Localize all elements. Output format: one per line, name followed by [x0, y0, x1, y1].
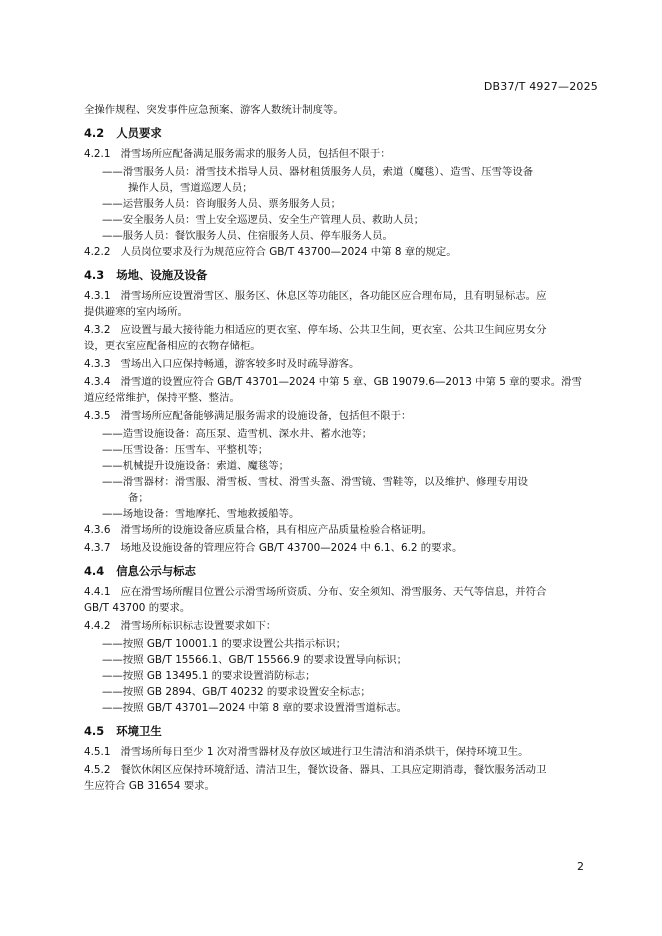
clause-text: 滑雪场所标识标志设置要求如下： — [120, 620, 277, 632]
clause-paragraph — [84, 762, 600, 794]
clause-text: 人员岗位要求及行为规范应符合 GB/T 43700—2024 中第 8 章的规定。 — [120, 246, 457, 258]
list-item-text: ——安全服务人员：雪上安全巡逻员、安全生产管理人员、救助人员； — [102, 214, 425, 226]
clause-text: 滑雪场所应配备满足服务需求的服务人员，包括但不限于： — [120, 148, 391, 160]
clause-paragraph — [84, 584, 600, 616]
clause-paragraph — [84, 540, 600, 556]
clause-text: 滑雪道的设置应符合 GB/T 43701—2024 中第 5 章、GB 19079.6—2013 中第 5 章的要求。滑雪 — [120, 376, 582, 388]
list-item-text: ——造雪设施设备：高压泵、造雪机、深水井、蓄水池等； — [102, 428, 373, 440]
clause-number: 4.3.5 — [84, 410, 111, 422]
clause-number: 4.3.4 — [84, 376, 111, 388]
list-item-continuation: 操作人员，雪道巡逻人员； — [128, 182, 253, 194]
clause-continuation: 提供避寒的室内场所。 — [84, 306, 188, 318]
clause-paragraph — [84, 744, 600, 760]
clause-paragraph — [84, 322, 600, 354]
list-item — [84, 684, 600, 700]
clause-number: 4.4.1 — [84, 586, 111, 598]
list-item — [84, 164, 600, 196]
section-title: 人员要求 — [116, 126, 162, 140]
list-item-text: ——按照 GB 2894、GB/T 40232 的要求设置安全标志； — [102, 686, 371, 698]
list-item-text: ——压雪设备：压雪车、平整机等； — [102, 444, 269, 456]
list-item-text: ——滑雪器材：滑雪服、滑雪板、雪杖、滑雪头盔、滑雪镜、雪鞋等，以及维护、修理专用设 — [102, 476, 529, 488]
list-item — [84, 474, 600, 506]
list-item — [84, 700, 600, 716]
clause-paragraph — [84, 522, 600, 538]
clause-continuation: GB/T 43700 的要求。 — [84, 602, 191, 614]
clause-number: 4.5.2 — [84, 764, 111, 776]
clause-text: 应在滑雪场所醒目位置公示滑雪场所资质、分布、安全须知、滑雪服务、天气等信息，并符合 — [120, 586, 547, 598]
clause-text: 滑雪场所应配备能够满足服务需求的设施设备，包括但不限于： — [120, 410, 412, 422]
clause-number: 4.3.3 — [84, 358, 111, 370]
list-item — [84, 228, 600, 244]
clause-paragraph — [84, 408, 600, 424]
clause-paragraph — [84, 146, 600, 162]
list-item-text: ——机械提升设施设备：索道、魔毯等； — [102, 460, 290, 472]
section-heading — [84, 723, 600, 739]
list-item — [84, 196, 600, 212]
clause-paragraph — [84, 288, 600, 320]
clause-number: 4.3.6 — [84, 524, 111, 536]
clause-paragraph — [84, 374, 600, 406]
clause-number: 4.4.2 — [84, 620, 111, 632]
list-item-text: ——按照 GB/T 15566.1、GB/T 15566.9 的要求设置导向标识； — [102, 654, 408, 666]
section-heading — [84, 267, 600, 283]
section-heading — [84, 125, 600, 141]
clause-continuation: 道应经常维护，保持平整、整洁。 — [84, 392, 240, 404]
list-item — [84, 212, 600, 228]
section-title: 场地、设施及设备 — [116, 268, 208, 282]
list-item-text: ——按照 GB 13495.1 的要求设置消防标志； — [102, 670, 316, 682]
clause-paragraph — [84, 356, 600, 372]
list-item — [84, 442, 600, 458]
clause-paragraph — [84, 618, 600, 634]
list-item — [84, 668, 600, 684]
list-item-text: ——按照 GB/T 10001.1 的要求设置公共指示标识； — [102, 638, 347, 650]
clause-text: 应设置与最大接待能力相适应的更衣室、停车场、公共卫生间，更衣室、公共卫生间应男女分 — [120, 324, 547, 336]
section-number: 4.3 — [84, 268, 105, 282]
clause-continuation: 生应符合 GB 31654 要求。 — [84, 780, 215, 792]
list-item — [84, 652, 600, 668]
clause-number: 4.2.2 — [84, 246, 111, 258]
clause-number: 4.5.1 — [84, 746, 111, 758]
section-number: 4.2 — [84, 126, 105, 140]
clause-text: 场地及设施设备的管理应符合 GB/T 43700—2024 中 6.1、6.2 的要求。 — [120, 542, 463, 554]
clause-continuation: 设，更衣室应配备相应的衣物存储柜。 — [84, 340, 261, 352]
clause-number: 4.2.1 — [84, 148, 111, 160]
list-item-text: ——运营服务人员：咨询服务人员、票务服务人员； — [102, 198, 341, 210]
clause-text: 滑雪场所应设置滑雪区、服务区、休息区等功能区，各功能区应合理布局，且有明显标志。应 — [120, 290, 547, 302]
section-title: 环境卫生 — [116, 724, 162, 738]
list-item-text: ——服务人员：餐饮服务人员、住宿服务人员、停车服务人员。 — [102, 230, 393, 242]
clause-text: 餐饮休闲区应保持环境舒适、清洁卫生，餐饮设备、器具、工具应定期消毒，餐饮服务活动卫 — [120, 764, 547, 776]
document-body — [84, 102, 600, 796]
list-item — [84, 636, 600, 652]
list-item-text: ——按照 GB/T 43701—2024 中第 8 章的要求设置滑雪道标志。 — [102, 702, 408, 714]
clause-text: 雪场出入口应保持畅通，游客较多时及时疏导游客。 — [120, 358, 360, 370]
clause-text: 滑雪场所每日至少 1 次对滑雪器材及存放区域进行卫生清洁和消杀烘干，保持环境卫生。 — [120, 746, 529, 758]
clause-number: 4.3.7 — [84, 542, 111, 554]
section-title: 信息公示与标志 — [116, 564, 196, 578]
page-number: 2 — [577, 860, 584, 873]
clause-number: 4.3.2 — [84, 324, 111, 336]
clause-number: 4.3.1 — [84, 290, 111, 302]
list-item — [84, 458, 600, 474]
list-item-continuation: 备； — [128, 492, 149, 504]
list-item-text: ——滑雪服务人员：滑雪技术指导人员、器材租赁服务人员，索道（魔毯）、造雪、压雪等设备 — [102, 166, 534, 178]
section-heading — [84, 563, 600, 579]
clause-text: 滑雪场所的设施设备应质量合格，具有相应产品质量检验合格证明。 — [120, 524, 433, 536]
intro-paragraph: 全操作规程、突发事件应急预案、游客人数统计制度等。 — [84, 104, 344, 116]
section-number: 4.4 — [84, 564, 105, 578]
list-item-text: ——场地设备：雪地摩托、雪地救援船等。 — [102, 508, 300, 520]
list-item — [84, 506, 600, 522]
standard-code-header: DB37/T 4927—2025 — [483, 80, 598, 93]
list-item — [84, 426, 600, 442]
clause-paragraph — [84, 244, 600, 260]
section-number: 4.5 — [84, 724, 105, 738]
